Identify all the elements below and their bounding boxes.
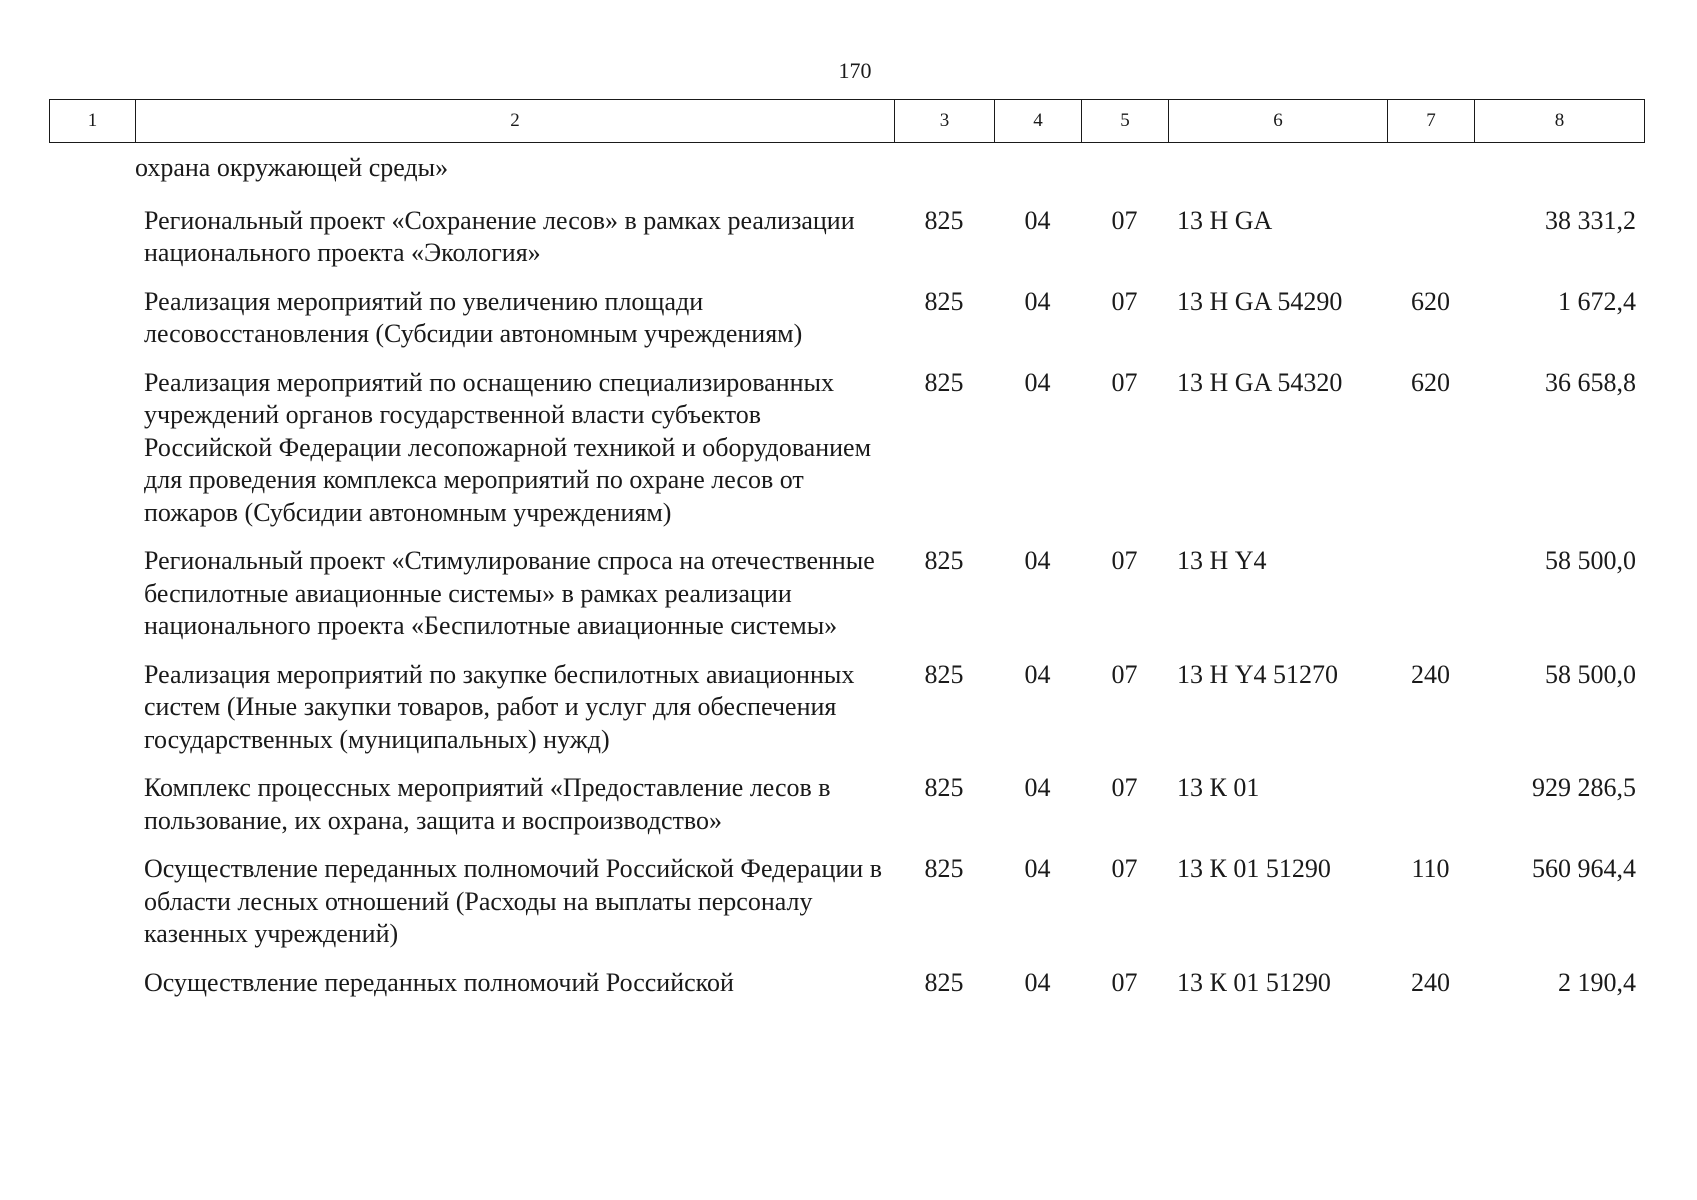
table-row xyxy=(49,772,1644,853)
row-name: Осуществление переданных полномочий Российской Федерации в области лесных отношений (Расходы на выплаты персоналу казенных учреждений) xyxy=(144,854,882,948)
row-subsection: 07 xyxy=(1111,967,1138,997)
continuation-text: охрана окружающей среды» xyxy=(135,153,449,182)
row-amount: 2 190,4 xyxy=(1558,967,1636,997)
row-subsection: 07 xyxy=(1111,205,1138,235)
row-amount: 36 658,8 xyxy=(1545,367,1636,397)
page-number: 170 xyxy=(838,58,872,83)
header-col-7: 7 xyxy=(1388,100,1475,143)
row-subsection: 07 xyxy=(1111,659,1138,689)
row-amount: 929 286,5 xyxy=(1532,773,1636,802)
row-subsection: 07 xyxy=(1111,773,1138,802)
row-ministry-code: 825 xyxy=(924,967,964,997)
row-ministry-code: 825 xyxy=(924,546,964,575)
row-ministry-code: 825 xyxy=(924,205,964,235)
row-amount: 58 500,0 xyxy=(1545,659,1636,689)
table-row xyxy=(49,286,1644,367)
row-section: 04 xyxy=(1024,659,1051,689)
row-section: 04 xyxy=(1024,967,1051,997)
row-section: 04 xyxy=(1024,546,1051,575)
header-col-3: 3 xyxy=(895,100,995,143)
header-col-6: 6 xyxy=(1169,100,1388,143)
row-target-article: 13 К 01 51290 xyxy=(1177,854,1331,883)
header-col-4: 4 xyxy=(995,100,1082,143)
row-target-article: 13 Н GA 54290 xyxy=(1177,286,1343,316)
row-section: 04 xyxy=(1024,773,1051,802)
row-section: 04 xyxy=(1024,854,1051,883)
header-col-1: 1 xyxy=(50,100,136,143)
row-section: 04 xyxy=(1024,286,1051,316)
row-expense-type xyxy=(1387,545,1474,659)
row-ministry-code: 825 xyxy=(924,286,964,316)
row-amount: 1 672,4 xyxy=(1558,286,1636,316)
row-target-article: 13 Н Y4 51270 xyxy=(1177,659,1339,689)
row-section: 04 xyxy=(1024,367,1051,397)
row-target-article: 13 Н Y4 xyxy=(1177,546,1267,575)
row-target-article: 13 К 01 51290 xyxy=(1177,967,1331,997)
row-amount: 560 964,4 xyxy=(1532,854,1636,883)
row-expense-type: 620 xyxy=(1411,286,1450,316)
row-ministry-code: 825 xyxy=(924,367,964,397)
continuation-row xyxy=(49,152,1644,205)
header-col-8: 8 xyxy=(1475,100,1645,143)
row-name: Осуществление переданных полномочий Российской xyxy=(144,967,734,997)
row-expense-type: 110 xyxy=(1411,854,1450,883)
header-row xyxy=(50,100,1645,143)
row-name: Региональный проект «Сохранение лесов» в рамках реализации национального проекта «Экология» xyxy=(144,205,855,267)
row-subsection: 07 xyxy=(1111,546,1138,575)
table-row xyxy=(49,367,1644,546)
table-row xyxy=(49,967,1644,1016)
row-amount: 38 331,2 xyxy=(1545,205,1636,235)
row-ministry-code: 825 xyxy=(924,659,964,689)
table-row xyxy=(49,853,1644,967)
row-name: Реализация мероприятий по оснащению специализированных учреждений органов государственной власти субъектов Российской Федерации лесопожарной техникой и оборудованием для проведения комплекса мероприятий по охране лесов от пожаров (Субсидии автономным учреждениям) xyxy=(144,367,872,527)
row-subsection: 07 xyxy=(1111,286,1138,316)
row-expense-type xyxy=(1387,772,1474,853)
row-name: Региональный проект «Стимулирование спроса на отечественные беспилотные авиационные системы» в рамках реализации национального проекта «Беспилотные авиационные системы» xyxy=(144,546,875,640)
table-row xyxy=(49,659,1644,773)
header-col-2: 2 xyxy=(136,100,895,143)
row-expense-type: 620 xyxy=(1411,367,1450,397)
row-expense-type xyxy=(1387,205,1474,286)
table-row xyxy=(49,205,1644,286)
row-section: 04 xyxy=(1024,205,1051,235)
table-row xyxy=(49,545,1644,659)
row-name: Реализация мероприятий по закупке беспилотных авиационных систем (Иные закупки товаров, работ и услуг для обеспечения государственных (муниципальных) нужд) xyxy=(144,659,855,754)
row-subsection: 07 xyxy=(1111,854,1138,883)
row-ministry-code: 825 xyxy=(924,854,964,883)
row-ministry-code: 825 xyxy=(924,773,964,802)
column-number-header xyxy=(49,99,1645,143)
row-subsection: 07 xyxy=(1111,367,1138,397)
row-target-article: 13 Н GA xyxy=(1177,205,1273,235)
budget-table xyxy=(49,152,1644,1015)
row-expense-type: 240 xyxy=(1411,967,1450,997)
row-target-article: 13 К 01 xyxy=(1177,773,1260,802)
row-target-article: 13 Н GA 54320 xyxy=(1177,367,1343,397)
row-amount: 58 500,0 xyxy=(1545,546,1636,575)
row-name: Комплекс процессных мероприятий «Предоставление лесов в пользование, их охрана, защита и воспроизводство» xyxy=(144,773,831,835)
row-name: Реализация мероприятий по увеличению площади лесовосстановления (Субсидии автономным учреждениям) xyxy=(144,286,803,348)
row-expense-type: 240 xyxy=(1411,659,1450,689)
header-col-5: 5 xyxy=(1082,100,1169,143)
